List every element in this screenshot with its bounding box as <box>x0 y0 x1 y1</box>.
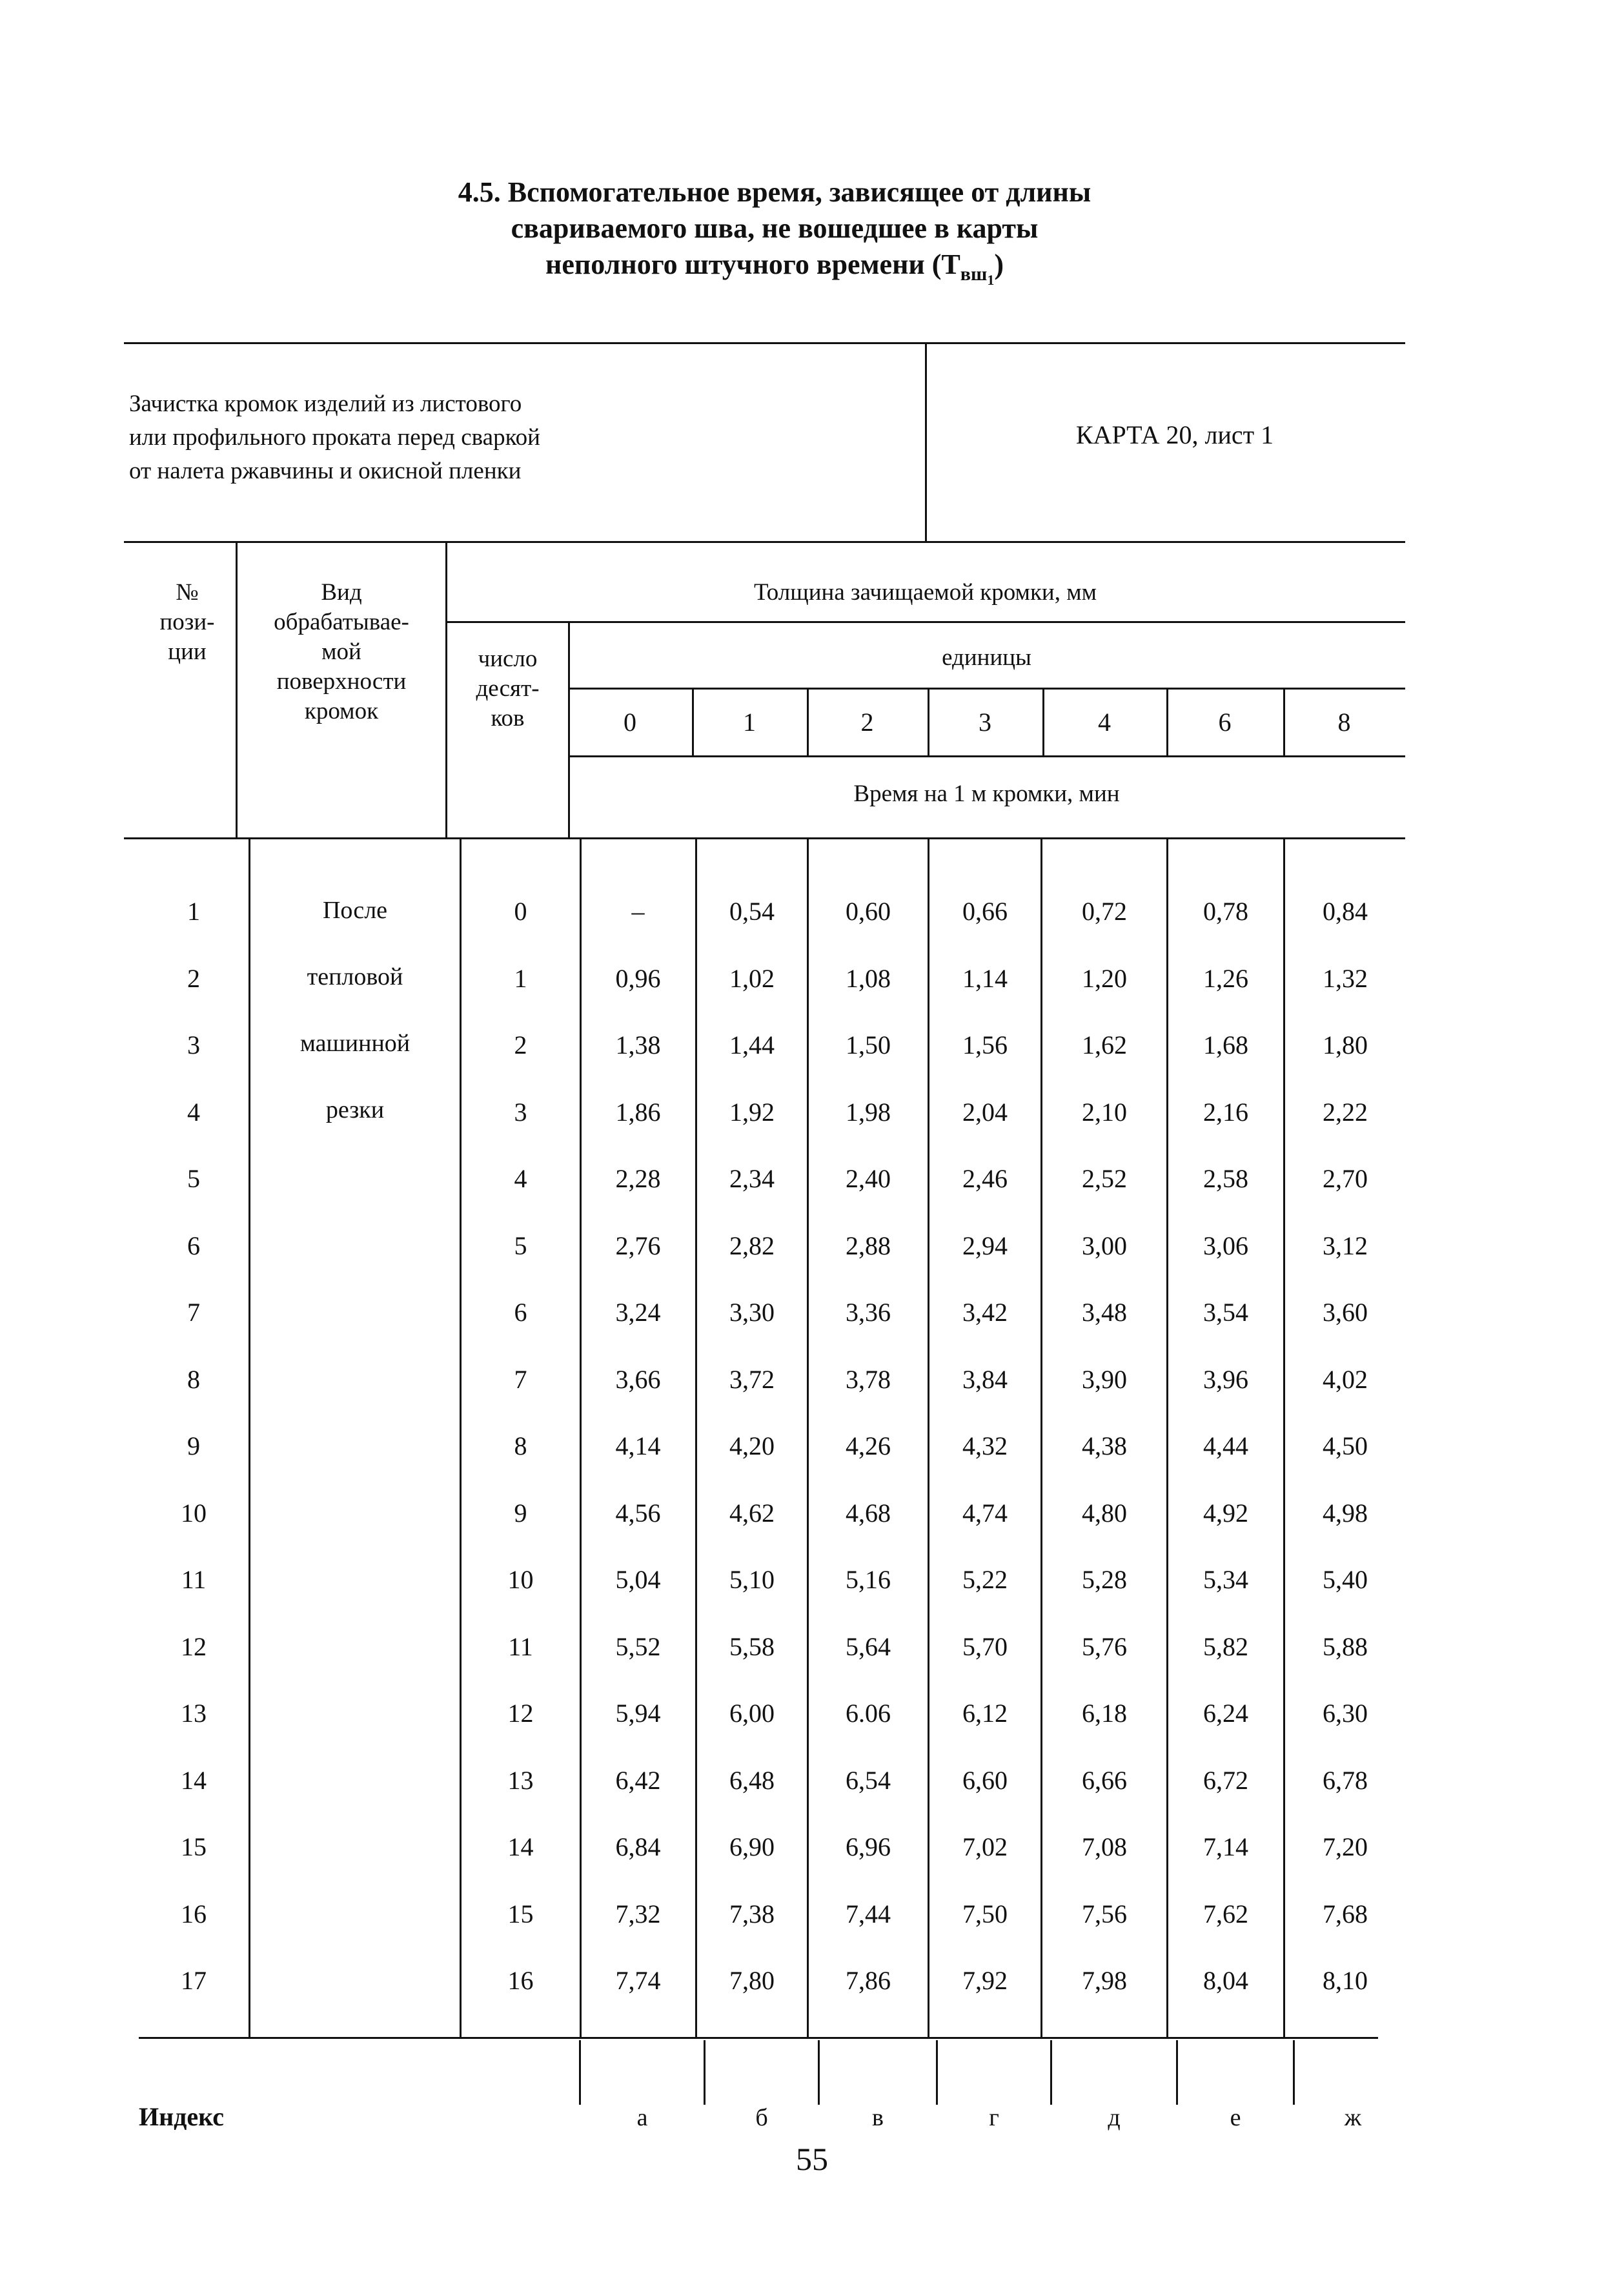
row-value: 7,44 <box>846 1899 891 1928</box>
row-position: 17 <box>181 1966 207 1995</box>
row-value: 1,32 <box>1323 964 1368 993</box>
row-value: 7,62 <box>1203 1899 1248 1928</box>
row-value: 5,04 <box>615 1565 661 1594</box>
header-tens-line: ков <box>491 705 525 731</box>
row-value: 3,24 <box>615 1298 661 1327</box>
row-value: 4,14 <box>615 1431 661 1460</box>
row-value: 4,62 <box>729 1499 775 1528</box>
title-line-1: 4.5. Вспомогательное время, зависящее от длины <box>458 176 1091 208</box>
row-value: 3,42 <box>962 1298 1008 1327</box>
row-value: 6,84 <box>615 1832 661 1861</box>
row-value: 1,50 <box>846 1030 891 1059</box>
row-position: 3 <box>187 1030 200 1059</box>
row-value: 3,66 <box>615 1365 661 1394</box>
row-value: 5,40 <box>1323 1565 1368 1594</box>
row-value: 6,24 <box>1203 1699 1248 1728</box>
row-position: 9 <box>187 1431 200 1460</box>
row-tens: 2 <box>514 1030 527 1059</box>
row-value: 7,68 <box>1323 1899 1368 1928</box>
index-divider-5 <box>1176 2040 1178 2105</box>
row-value: 5,70 <box>962 1632 1008 1661</box>
row-value: 4,68 <box>846 1499 891 1528</box>
row-value: 5,88 <box>1323 1632 1368 1661</box>
header-position-line: пози- <box>159 609 215 635</box>
row-value: – <box>631 897 645 926</box>
header-surface-line: обрабатывае- <box>274 609 409 635</box>
row-value: 6,30 <box>1323 1699 1368 1728</box>
row-tens: 7 <box>514 1365 527 1394</box>
row-value: 2,10 <box>1082 1098 1127 1127</box>
row-tens: 1 <box>514 964 527 993</box>
row-value: 6,78 <box>1323 1766 1368 1795</box>
card-description-line: или профильного проката перед сваркой <box>129 424 540 451</box>
title-symbol-sub: вш <box>960 263 988 285</box>
row-tens: 4 <box>514 1164 527 1193</box>
index-divider-6 <box>1293 2040 1295 2105</box>
header-time-unit: Время на 1 м кромки, мин <box>853 781 1120 807</box>
unit-value: 1 <box>743 708 756 737</box>
row-value: 3,12 <box>1323 1231 1368 1260</box>
row-value: 3,90 <box>1082 1365 1127 1394</box>
header-thickness: Толщина зачищаемой кромки, мм <box>753 579 1097 606</box>
unit-value: 8 <box>1337 708 1351 737</box>
method-line: резки <box>325 1096 385 1123</box>
unit-value: 3 <box>979 708 991 737</box>
unit-value: 0 <box>624 708 636 737</box>
row-position: 10 <box>181 1499 207 1528</box>
row-tens: 3 <box>514 1098 527 1127</box>
header-units: единицы <box>942 644 1031 671</box>
row-value: 4,50 <box>1323 1431 1368 1460</box>
row-value: 5,64 <box>846 1632 891 1661</box>
title-symbol-subscript <box>960 263 995 288</box>
row-value: 0,72 <box>1082 897 1127 926</box>
row-value: 3,54 <box>1203 1298 1248 1327</box>
card-top-rule <box>124 342 1405 344</box>
row-value: 2,82 <box>729 1231 775 1260</box>
row-tens: 11 <box>508 1632 533 1661</box>
row-value: 4,98 <box>1323 1499 1368 1528</box>
header-surface-type <box>238 578 445 726</box>
row-value: 2,04 <box>962 1098 1008 1127</box>
row-value: 6,18 <box>1082 1699 1127 1728</box>
method-line: машинной <box>299 1030 411 1057</box>
row-value: 6,66 <box>1082 1766 1127 1795</box>
index-value: д <box>1108 2104 1121 2131</box>
row-tens: 14 <box>507 1832 534 1861</box>
row-value: 2,46 <box>962 1164 1008 1193</box>
index-value: в <box>872 2104 884 2131</box>
row-tens: 9 <box>514 1499 527 1528</box>
card-description-line: от налета ржавчины и окисной пленки <box>129 458 522 484</box>
page-title <box>323 174 1226 298</box>
row-value: 5,82 <box>1203 1632 1248 1661</box>
row-value: 3,60 <box>1323 1298 1368 1327</box>
row-value: 4,56 <box>615 1499 661 1528</box>
row-value: 4,92 <box>1203 1499 1248 1528</box>
row-value: 3,78 <box>846 1365 891 1394</box>
row-value: 1,26 <box>1203 964 1248 993</box>
index-label: Индекс <box>139 2102 224 2131</box>
row-value: 7,74 <box>615 1966 661 1995</box>
row-position: 7 <box>187 1298 200 1327</box>
row-value: 2,28 <box>615 1164 661 1193</box>
row-value: 1,68 <box>1203 1030 1248 1059</box>
row-value: 0,66 <box>962 897 1008 926</box>
row-value: 5,94 <box>615 1699 661 1728</box>
row-position: 15 <box>181 1832 207 1861</box>
row-value: 7,20 <box>1323 1832 1368 1861</box>
row-value: 2,58 <box>1203 1164 1248 1193</box>
row-value: 2,76 <box>615 1231 661 1260</box>
row-value: 1,14 <box>962 964 1008 993</box>
index-divider-2 <box>818 2040 820 2105</box>
row-value: 7,08 <box>1082 1832 1127 1861</box>
row-tens: 8 <box>514 1431 527 1460</box>
row-position: 11 <box>181 1565 207 1594</box>
row-tens: 0 <box>514 897 527 926</box>
row-value: 4,74 <box>962 1499 1008 1528</box>
row-value: 6.06 <box>846 1699 891 1728</box>
row-value: 3,36 <box>846 1298 891 1327</box>
title-symbol-subsubscript: 1 <box>987 271 995 288</box>
row-value: 2,94 <box>962 1231 1008 1260</box>
row-position: 8 <box>187 1365 200 1394</box>
row-value: 5,10 <box>729 1565 775 1594</box>
page-number: 55 <box>796 2141 828 2177</box>
row-value: 1,02 <box>729 964 775 993</box>
row-value: 0,78 <box>1203 897 1248 926</box>
row-position: 12 <box>181 1632 207 1661</box>
row-value: 5,16 <box>846 1565 891 1594</box>
row-value: 5,28 <box>1082 1565 1127 1594</box>
unit-values-rule <box>568 755 1405 757</box>
header-surface-line: мой <box>321 639 361 665</box>
row-value: 4,44 <box>1203 1431 1248 1460</box>
header-tens-line: десят- <box>476 675 540 702</box>
row-value: 4,02 <box>1323 1365 1368 1394</box>
row-value: 7,32 <box>615 1899 661 1928</box>
header-position-line: ции <box>168 639 207 665</box>
card-description-line: Зачистка кромок изделий из листового <box>129 391 522 417</box>
title-close-paren: ) <box>994 249 1004 280</box>
index-divider-4 <box>1050 2040 1052 2105</box>
row-value: 6,42 <box>615 1766 661 1795</box>
row-value: 2,88 <box>846 1231 891 1260</box>
title-line-2: свариваемого шва, не вошедшее в карты <box>511 212 1039 244</box>
index-value: ж <box>1344 2104 1362 2131</box>
row-position: 14 <box>181 1766 207 1795</box>
row-tens: 13 <box>507 1766 534 1795</box>
row-value: 3,30 <box>729 1298 775 1327</box>
table-bottom-rule <box>139 2037 1378 2039</box>
row-position: 1 <box>187 897 200 926</box>
index-value: е <box>1230 2104 1241 2131</box>
row-value: 1,20 <box>1082 964 1127 993</box>
header-surface-line: кромок <box>304 698 379 724</box>
row-value: 4,20 <box>729 1431 775 1460</box>
index-divider-0 <box>579 2040 581 2105</box>
row-value: 2,70 <box>1323 1164 1368 1193</box>
row-value: 5,34 <box>1203 1565 1248 1594</box>
row-value: 4,38 <box>1082 1431 1127 1460</box>
row-value: 1,80 <box>1323 1030 1368 1059</box>
row-value: 1,62 <box>1082 1030 1127 1059</box>
row-value: 4,80 <box>1082 1499 1127 1528</box>
unit-value: 4 <box>1098 708 1111 737</box>
card-label: КАРТА 20, лист 1 <box>1075 420 1274 449</box>
index-divider-3 <box>936 2040 938 2105</box>
row-value: 5,22 <box>962 1565 1008 1594</box>
row-position: 4 <box>187 1098 200 1127</box>
thickness-rule <box>445 621 1405 623</box>
table-top-rule <box>124 541 1405 543</box>
row-value: 0,60 <box>846 897 891 926</box>
header-tens <box>447 644 568 733</box>
row-value: 7,50 <box>962 1899 1008 1928</box>
row-value: 1,08 <box>846 964 891 993</box>
unit-value: 2 <box>860 708 874 737</box>
header-surface-line: поверхности <box>276 668 407 695</box>
row-tens: 15 <box>507 1899 534 1928</box>
index-value: б <box>755 2104 768 2131</box>
header-bottom-rule <box>124 837 1405 839</box>
row-position: 6 <box>187 1231 200 1260</box>
row-value: 2,52 <box>1082 1164 1127 1193</box>
header-position <box>139 578 236 667</box>
header-surface-line: Вид <box>321 579 362 606</box>
row-value: 5,58 <box>729 1632 775 1661</box>
row-value: 4,32 <box>962 1431 1008 1460</box>
row-tens: 6 <box>514 1298 527 1327</box>
row-value: 7,56 <box>1082 1899 1127 1928</box>
index-divider-1 <box>704 2040 705 2105</box>
row-value: 3,96 <box>1203 1365 1248 1394</box>
row-value: 7,14 <box>1203 1832 1248 1861</box>
row-value: 2,22 <box>1323 1098 1368 1127</box>
row-position: 5 <box>187 1164 200 1193</box>
row-value: 1,98 <box>846 1098 891 1127</box>
row-value: 3,84 <box>962 1365 1008 1394</box>
row-value: 1,38 <box>615 1030 661 1059</box>
row-tens: 5 <box>514 1231 527 1260</box>
row-value: 0,96 <box>615 964 661 993</box>
row-value: 6,96 <box>846 1832 891 1861</box>
row-tens: 16 <box>507 1966 534 1995</box>
row-value: 1,86 <box>615 1098 661 1127</box>
index-value: а <box>636 2104 648 2131</box>
row-value: 1,56 <box>962 1030 1008 1059</box>
row-value: 3,72 <box>729 1365 775 1394</box>
row-position: 2 <box>187 964 200 993</box>
row-value: 8,10 <box>1323 1966 1368 1995</box>
card-description <box>129 387 904 488</box>
row-value: 8,04 <box>1203 1966 1248 1995</box>
row-position: 16 <box>181 1899 207 1928</box>
row-value: 3,48 <box>1082 1298 1127 1327</box>
row-value: 0,84 <box>1323 897 1368 926</box>
row-value: 7,02 <box>962 1832 1008 1861</box>
row-value: 6,48 <box>729 1766 775 1795</box>
row-value: 5,76 <box>1082 1632 1127 1661</box>
title-line-3 <box>323 247 1226 298</box>
row-value: 2,16 <box>1203 1098 1248 1127</box>
row-value: 7,80 <box>729 1966 775 1995</box>
row-value: 1,92 <box>729 1098 775 1127</box>
row-value: 3,06 <box>1203 1231 1248 1260</box>
row-value: 1,44 <box>729 1030 775 1059</box>
row-value: 7,92 <box>962 1966 1008 1995</box>
card-divider <box>925 342 927 541</box>
row-value: 6,90 <box>729 1832 775 1861</box>
row-value: 6,54 <box>846 1766 891 1795</box>
row-value: 3,00 <box>1082 1231 1127 1260</box>
row-value: 0,54 <box>729 897 775 926</box>
col-divider-pos-body <box>249 837 250 2037</box>
row-value: 5,52 <box>615 1632 661 1661</box>
row-value: 6,72 <box>1203 1766 1248 1795</box>
header-position-line: № <box>176 579 199 606</box>
row-value: 6,00 <box>729 1699 775 1728</box>
row-tens: 12 <box>507 1699 534 1728</box>
row-value: 7,86 <box>846 1966 891 1995</box>
row-value: 2,34 <box>729 1164 775 1193</box>
row-value: 2,40 <box>846 1164 891 1193</box>
row-value: 7,38 <box>729 1899 775 1928</box>
header-tens-line: число <box>478 646 538 672</box>
index-value: г <box>989 2104 999 2131</box>
row-value: 4,26 <box>846 1431 891 1460</box>
row-tens: 10 <box>507 1565 534 1594</box>
method-line: После <box>322 897 388 924</box>
method-line: тепловой <box>307 963 403 990</box>
row-value: 6,12 <box>962 1699 1008 1728</box>
title-line-3-text: неполного штучного времени (Т <box>545 249 960 280</box>
unit-value: 6 <box>1218 708 1232 737</box>
row-value: 7,98 <box>1082 1966 1127 1995</box>
row-position: 13 <box>181 1699 207 1728</box>
row-value: 6,60 <box>962 1766 1008 1795</box>
